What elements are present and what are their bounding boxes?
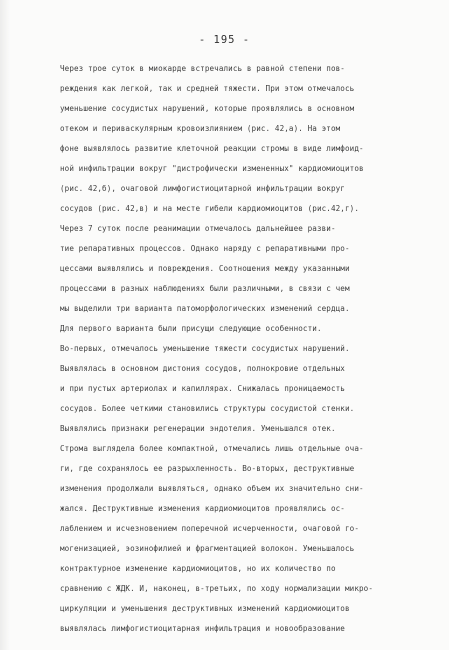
text-line: отеком и периваскулярным кровоизлиянием (рис. 42,а). На этом bbox=[60, 124, 341, 133]
text-line: контрактурное изменение кардиомиоцитов, но их количество по bbox=[60, 564, 336, 573]
body-text bbox=[60, 59, 416, 639]
text-line: ной инфильтрации вокруг "дистрофически измененных" кардиомиоцитов bbox=[60, 164, 364, 173]
text-line: Для первого варианта были присущи следующие особенности. bbox=[60, 324, 322, 333]
text-line: Строма выглядела более компактной, отмечались лишь отдельные оча- bbox=[60, 444, 364, 453]
text-line: мы выделили три варианта патоморфологических изменений сердца. bbox=[60, 304, 350, 313]
text-line: сосудов (рис. 42,в) и на месте гибели кардиомиоцитов (рис.42,г). bbox=[60, 204, 359, 213]
text-line: Во-первых, отмечалось уменьшение тяжести сосудистых нарушений. bbox=[60, 344, 350, 353]
text-line: реждения как легкой, так и средней тяжести. При этом отмечалось bbox=[60, 84, 355, 93]
text-line: выявлялась лимфогистиоцитарная инфильтрация и новообразование bbox=[60, 624, 345, 633]
text-line: жался. Деструктивные изменения кардиомиоцитов проявлялись ос- bbox=[60, 504, 345, 513]
text-line: могенизацией, эозинофилией и фрагментацией волокон. Уменьшалось bbox=[60, 544, 355, 553]
text-line: тие репаративных процессов. Однако наряду с репаративными про- bbox=[60, 244, 350, 253]
text-line: лаблением и исчезновением поперечной исчерченности, очаговой го- bbox=[60, 524, 359, 533]
text-line: Через трое суток в миокарде встречались в равной степени пов- bbox=[60, 64, 345, 73]
text-line: цессами выявлялись и повреждения. Соотношения между указанными bbox=[60, 264, 350, 273]
text-line: (рис. 42,б), очаговой лимфогистиоцитарной инфильтрации вокруг bbox=[60, 184, 345, 193]
text-line: Выявлялась в основном дистония сосудов, полнокровие отдельных bbox=[60, 364, 345, 373]
text-line: изменения продолжали выявляться, однако объем их значительно сни- bbox=[60, 484, 364, 493]
text-line: циркуляции и уменьшения деструктивных изменений кардиомиоцитов bbox=[60, 604, 350, 613]
text-line: Выявлялись признаки регенерации эндотелия. Уменьшался отек. bbox=[60, 424, 336, 433]
text-line: сосудов. Более четкими становились структуры сосудистой стенки. bbox=[60, 404, 355, 413]
text-line: ги, где сохранялось ее разрыхленность. Во-вторых, деструктивные bbox=[60, 464, 355, 473]
text-line: сравнению с ЖДК. И, наконец, в-третьих, по ходу нормализации микро- bbox=[60, 584, 374, 593]
text-line: и при пустых артериолах и капиллярах. Снижалась проницаемость bbox=[60, 384, 345, 393]
text-line: процессами в разных наблюдениях были различными, в связи с чем bbox=[60, 284, 350, 293]
text-line: фоне выявлялось развитие клеточной реакции стромы в виде лимфоид- bbox=[60, 144, 364, 153]
page-number: - 195 - bbox=[198, 34, 251, 46]
page-edge-shadow bbox=[0, 0, 10, 650]
text-line: уменьшение сосудистых нарушений, которые проявлялись в основном bbox=[60, 104, 355, 113]
text-line: Через 7 суток после реанимации отмечалось дальнейшее разви- bbox=[60, 224, 336, 233]
